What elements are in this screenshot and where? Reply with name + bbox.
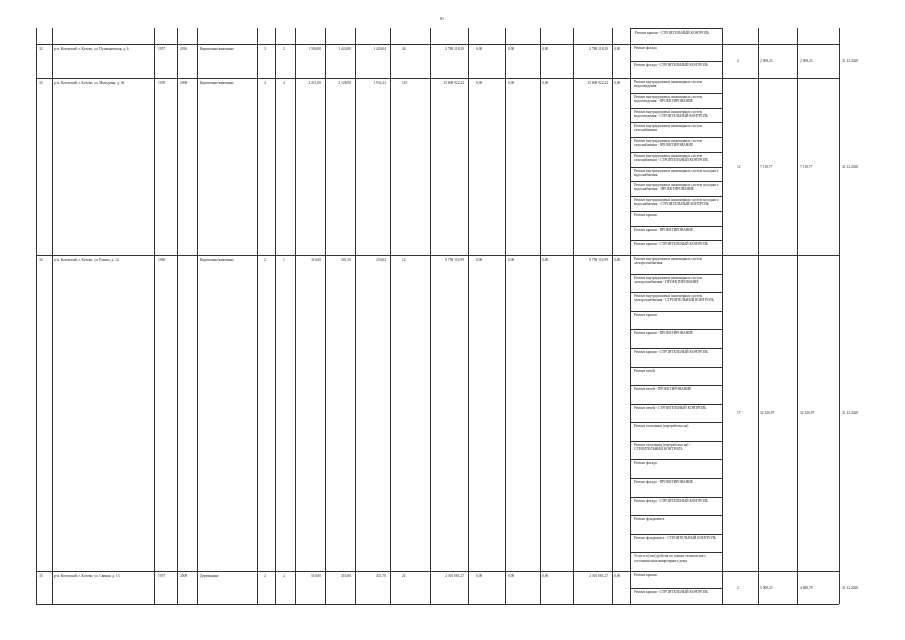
- row-fund-3: 0,00: [542, 258, 549, 262]
- row-work-count: 12: [737, 164, 741, 169]
- grid-vline: [390, 28, 391, 604]
- row-fund-1: 0,00: [476, 258, 483, 262]
- row-number: 33: [39, 81, 43, 85]
- work-divider: [630, 137, 722, 138]
- row-number: 32: [39, 47, 43, 51]
- row-year-renovation: 2016: [180, 47, 188, 51]
- row-residents: 12: [402, 258, 406, 262]
- work-item: Ремонт внутридомовых инженерных систем холодного водоснабжения: [634, 168, 719, 177]
- work-divider: [630, 497, 722, 498]
- work-divider: [630, 61, 722, 62]
- work-divider: [630, 515, 722, 516]
- row-cost-per-sqm: 2 069,23: [760, 59, 773, 63]
- work-item: Ремонт внутридомовых инженерных систем водоотведения - СТРОИТЕЛЬНЫЙ КОНТРОЛЬ: [634, 109, 708, 118]
- work-item: Ремонт внутридомовых инженерных систем газоснабжения: [634, 124, 702, 133]
- work-item: Ремонт крыши - ПРОЕКТИРОВАНИЕ: [634, 227, 694, 232]
- row-area-owned: 431,70: [376, 574, 386, 578]
- row-area-total: 1 504,80: [308, 47, 321, 51]
- row-floors: 3: [264, 47, 266, 51]
- row-owner-funds: 2 301 081,27: [589, 574, 608, 578]
- row-residents: 21: [402, 574, 406, 578]
- work-divider: [630, 122, 722, 123]
- grid-hline: [36, 44, 839, 45]
- grid-hline: [36, 78, 839, 79]
- work-divider: [630, 404, 722, 405]
- work-divider: [630, 311, 722, 312]
- row-entrances: 4: [283, 81, 285, 85]
- row-area-owned: 250,02: [376, 258, 386, 262]
- work-divider: [630, 588, 722, 589]
- grid-vline: [573, 28, 574, 604]
- grid-vline: [355, 28, 356, 604]
- work-item: Ремонт фасада - СТРОИТЕЛЬНЫЙ КОНТРОЛЬ: [634, 498, 709, 503]
- grid-vline: [257, 28, 258, 604]
- row-area-owned: 1 932,22: [373, 81, 386, 85]
- work-item: Ремонт фасада: [634, 46, 657, 50]
- work-item: Ремонт внутридомовых инженерных систем электроснабжения: [634, 257, 702, 266]
- grid-vline: [505, 28, 506, 604]
- row-floors: 4: [264, 81, 266, 85]
- row-total-cost: 9 758 152,99: [445, 258, 464, 262]
- work-divider: [630, 181, 722, 182]
- work-item: Ремонт фасада: [634, 461, 657, 466]
- work-item: Ремонт крыши - СТРОИТЕЛЬНЫЙ КОНТРОЛЬ: [634, 349, 709, 354]
- row-owner-funds: 15 608 922,24: [587, 81, 608, 85]
- row-year-built: 1957: [158, 574, 166, 578]
- row-area-living: 2 128,00: [338, 81, 351, 85]
- grid-vline: [177, 28, 178, 604]
- work-divider: [630, 367, 722, 368]
- row-year-renovation: 2008: [180, 81, 188, 85]
- work-item: Ремонт печей: [634, 368, 655, 373]
- work-divider: [630, 196, 722, 197]
- work-item: Ремонт отопления (переработка на): [634, 424, 689, 429]
- work-item: Ремонт внутридомовых инженерных систем газоснабжения - СТРОИТЕЛЬНЫЙ КОНТРОЛЬ: [634, 153, 709, 162]
- work-item: Ремонт крыши - ПРОЕКТИРОВАНИЕ: [634, 331, 694, 336]
- row-fund-2: 0,00: [508, 81, 515, 85]
- row-wall-material: Кирпичные/каменные: [200, 258, 234, 262]
- row-total-cost: 15 608 922,24: [443, 81, 464, 85]
- row-area-living: 455,00: [341, 574, 351, 578]
- grid-vline: [154, 28, 155, 604]
- grid-vline: [197, 28, 198, 604]
- row-fund-2: 0,00: [508, 258, 515, 262]
- grid-vline: [758, 28, 759, 604]
- work-item: Ремонт фасада - ПРОЕКТИРОВАНИЕ: [634, 480, 693, 485]
- row-fund-1: 0,00: [476, 574, 483, 578]
- work-item: Услуги и (или) работы по оценке технического состояния многоквартирного дома: [634, 554, 706, 563]
- work-divider: [630, 292, 722, 293]
- grid-vline: [325, 28, 326, 604]
- work-item: Ремонт фасада - СТРОИТЕЛЬНЫЙ КОНТРОЛЬ: [634, 63, 709, 67]
- work-item: Ремонт внутридомовых инженерных систем газоснабжения - ПРОЕКТИРОВАНИЕ: [634, 139, 702, 148]
- row-address: р-н. Котовский, г. Котово, ул. Пушкаревская, д. 6: [54, 47, 129, 51]
- work-divider: [630, 422, 722, 423]
- row-fund-1: 0,00: [476, 81, 483, 85]
- work-item: Ремонт внутридомовых инженерных систем холодного водоснабжения - СТРОИТЕЛЬНЫЙ КОНТРОЛЬ: [634, 198, 719, 207]
- grid-vline: [612, 28, 613, 604]
- grid-vline: [295, 28, 296, 604]
- row-entrances: 1: [283, 258, 285, 262]
- grid-vline: [468, 28, 469, 604]
- grid-hline: [36, 571, 839, 572]
- work-item: Ремонт печей - ПРОЕКТИРОВАНИЕ: [634, 387, 692, 392]
- work-divider: [630, 459, 722, 460]
- row-floors: 2: [264, 574, 266, 578]
- work-item: Ремонт печей - СТРОИТЕЛЬНЫЙ КОНТРОЛЬ: [634, 405, 707, 410]
- row-fund-3: 0,00: [542, 47, 549, 51]
- work-item: Ремонт крыши - СТРОИТЕЛЬНЫЙ КОНТРОЛЬ: [635, 31, 710, 35]
- row-deadline: 31.12.2020: [842, 164, 859, 169]
- row-entrances: 2: [283, 574, 285, 578]
- row-address: р-н. Котовский, г. Котово, ул. Разина, д. 12: [54, 258, 119, 262]
- row-cost-per-sqm: 32 336,97: [760, 411, 775, 415]
- row-entrances: 2: [283, 47, 285, 51]
- row-wall-material: Деревянные: [200, 574, 219, 578]
- row-fund-2: 0,00: [508, 574, 515, 578]
- grid-vline: [52, 28, 53, 604]
- row-area-total: 2 211,00: [308, 81, 321, 85]
- row-address: р-н. Котовский, г. Котово, ул. Свиная, д. 13: [54, 574, 120, 578]
- row-deadline: 31.12.2020: [842, 59, 859, 63]
- work-item: Ремонт отопления (переработка на) - СТРОИТЕЛЬНЫЙ КОНТРОЛЬ: [634, 442, 691, 452]
- row-fund-3: 0,00: [542, 574, 549, 578]
- row-fund-3: 0,00: [542, 81, 549, 85]
- row-residents: 110: [402, 81, 408, 85]
- row-work-count: 2: [737, 59, 739, 63]
- grid-vline: [722, 28, 723, 604]
- grid-vline: [540, 28, 541, 604]
- row-deadline: 31.12.2020: [842, 411, 859, 415]
- work-item: Ремонт внутридомовых инженерных систем электроснабжения - ПРОЕКТИРОВАНИЕ: [634, 275, 702, 284]
- work-item: Ремонт внутридомовых инженерных систем электроснабжения - СТРОИТЕЛЬНЫЙ КОНТРОЛЬ: [634, 294, 714, 303]
- row-address: р-н. Котовский, г. Котово, ул. Мичурина, д. 46: [54, 81, 125, 85]
- row-fund-1: 0,00: [476, 47, 483, 51]
- row-wall-material: Кирпичные/каменные: [200, 81, 234, 85]
- row-year-built: 1959: [158, 81, 166, 85]
- work-divider: [630, 329, 722, 330]
- grid-hline: [36, 255, 839, 256]
- work-item: Ремонт крыши: [634, 312, 657, 317]
- work-divider: [630, 152, 722, 153]
- grid-vline: [630, 28, 631, 604]
- row-fund-2: 0,00: [508, 47, 515, 51]
- work-item: Ремонт фундамента: [634, 517, 665, 522]
- row-area-living: 301,50: [341, 258, 351, 262]
- grid-hline: [36, 604, 839, 605]
- row-cost-per-sqm: 5 009,23: [760, 585, 773, 590]
- work-item: Ремонт внутридомовых инженерных систем холодного водоснабжения - ПРОЕКТИРОВАНИЕ: [634, 183, 719, 192]
- page-number: 81: [440, 16, 444, 21]
- row-other-funds: 0,00: [614, 81, 621, 85]
- work-divider: [630, 552, 722, 553]
- row-residents: 44: [402, 47, 406, 51]
- row-area-owned: 1 420,04: [373, 47, 386, 51]
- row-max-cost: 7 110,77: [800, 164, 813, 169]
- row-other-funds: 0,00: [614, 574, 621, 578]
- grid-vline: [839, 28, 840, 604]
- grid-vline: [275, 28, 276, 604]
- row-year-renovation: 2009: [180, 574, 188, 578]
- work-item: Ремонт крыши: [634, 573, 657, 577]
- row-year-built: 1957: [158, 47, 166, 51]
- row-cost-per-sqm: 7 110,77: [760, 164, 773, 169]
- row-total-cost: 2 301 081,27: [445, 574, 464, 578]
- row-owner-funds: 9 758 152,99: [589, 258, 608, 262]
- work-item: Ремонт внутридомовых инженерных систем водоотведения - ПРОЕКТИРОВАНИЕ: [634, 94, 702, 103]
- row-work-count: 17: [737, 411, 741, 415]
- row-number: 35: [39, 574, 43, 578]
- work-divider: [630, 274, 722, 275]
- row-wall-material: Кирпичные/каменные: [200, 47, 234, 51]
- work-item: Ремонт внутридомовых инженерных систем водоотведения: [634, 80, 702, 89]
- row-floors: 2: [264, 258, 266, 262]
- work-divider: [630, 226, 722, 227]
- work-divider: [630, 108, 722, 109]
- row-max-cost: 4 860,78: [800, 585, 813, 590]
- row-work-count: 2: [737, 585, 739, 590]
- work-divider: [630, 534, 722, 535]
- row-owner-funds: 2 788 218,29: [589, 47, 608, 51]
- row-area-living: 1 424,80: [338, 47, 351, 51]
- work-divider: [630, 478, 722, 479]
- row-max-cost: 32 336,97: [800, 411, 815, 415]
- work-divider: [630, 93, 722, 94]
- row-deadline: 31.12.2020: [842, 585, 859, 590]
- grid-hline: [630, 28, 722, 29]
- row-other-funds: 0,00: [614, 47, 621, 51]
- work-item: Ремонт крыши - СТРОИТЕЛЬНЫЙ КОНТРОЛЬ: [634, 589, 709, 594]
- work-item: Ремонт крыши: [634, 212, 657, 217]
- grid-vline: [797, 28, 798, 604]
- work-divider: [630, 385, 722, 386]
- work-divider: [630, 211, 722, 212]
- work-divider: [630, 441, 722, 442]
- grid-vline: [36, 28, 37, 604]
- row-area-total: 310,00: [311, 258, 321, 262]
- row-area-total: 510,00: [311, 574, 321, 578]
- row-number: 34: [39, 258, 43, 262]
- grid-vline: [430, 28, 431, 604]
- row-other-funds: 0,00: [614, 258, 621, 262]
- row-max-cost: 2 069,23: [800, 59, 813, 63]
- work-item: Ремонт крыши - СТРОИТЕЛЬНЫЙ КОНТРОЛЬ: [634, 242, 709, 247]
- row-total-cost: 2 788 218,29: [445, 47, 464, 51]
- row-year-built: 1960: [158, 258, 166, 262]
- work-item: Ремонт фундамента - СТРОИТЕЛЬНЫЙ КОНТРОЛЬ: [634, 535, 716, 540]
- work-divider: [630, 348, 722, 349]
- work-divider: [630, 167, 722, 168]
